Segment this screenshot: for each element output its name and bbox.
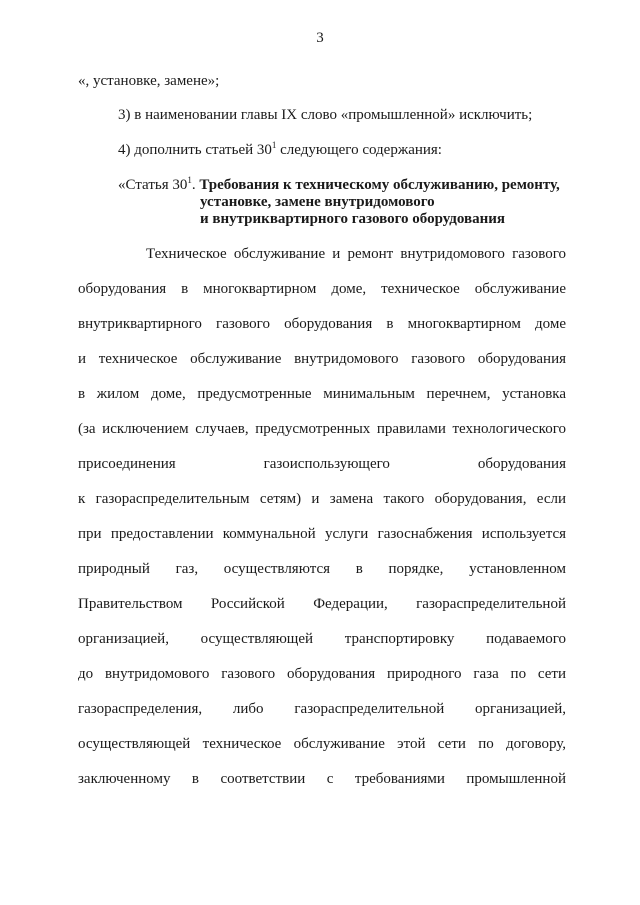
superscript: 1 bbox=[271, 140, 277, 150]
body-line: при предоставлении коммунальной услуги газоснабжения используется bbox=[78, 526, 566, 542]
body-line: и техническое обслуживание внутридомового газового оборудования bbox=[78, 351, 566, 367]
body-line: заключенному в соответствии с требованиями промышленной bbox=[78, 771, 566, 787]
article-separator: . bbox=[191, 177, 200, 193]
article-heading-line-1 bbox=[118, 176, 560, 194]
body-line: (за исключением случаев, предусмотренных правилами технологического bbox=[78, 421, 566, 437]
body-line: к газораспределительным сетям) и замена такого оборудования, если bbox=[78, 491, 566, 507]
text-line-1: «, установке, замене»; bbox=[78, 73, 220, 89]
article-superscript: 1 bbox=[187, 175, 192, 185]
body-line: газораспределения, либо газораспределительной организацией, bbox=[78, 701, 566, 717]
body-line: присоединения газоиспользующего оборудования bbox=[78, 456, 566, 472]
text-line-3 bbox=[118, 141, 442, 159]
text-line-3-post: следующего содержания: bbox=[276, 142, 442, 158]
article-title-line-1: Требования к техническому обслуживанию, ремонту, bbox=[199, 177, 560, 193]
text-line-3-pre: 4) дополнить статьей 30 bbox=[118, 142, 272, 158]
body-line: Правительством Российской Федерации, газораспределительной bbox=[78, 596, 566, 612]
text-line-2: 3) в наименовании главы IX слово «промышленной» исключить; bbox=[118, 107, 533, 123]
body-line: организацией, осуществляющей транспортировку подаваемого bbox=[78, 631, 566, 647]
page-number: 3 bbox=[316, 30, 324, 46]
body-line: осуществляющей техническое обслуживание этой сети по договору, bbox=[78, 736, 566, 752]
article-title-line-2: установке, замене внутридомового bbox=[200, 194, 435, 210]
body-line: в жилом доме, предусмотренные минимальным перечнем, установка bbox=[78, 386, 566, 402]
body-line: природный газ, осуществляются в порядке, установленном bbox=[78, 561, 566, 577]
article-prefix: «Статья 30 bbox=[118, 177, 188, 193]
body-line: внутриквартирного газового оборудования в многоквартирном доме bbox=[78, 316, 566, 332]
article-title-line-3: и внутриквартирного газового оборудования bbox=[200, 211, 506, 227]
body-line: Техническое обслуживание и ремонт внутридомового газового bbox=[146, 246, 566, 262]
body-line: оборудования в многоквартирном доме, техническое обслуживание bbox=[78, 281, 566, 297]
body-line: до внутридомового газового оборудования природного газа по сети bbox=[78, 666, 566, 682]
